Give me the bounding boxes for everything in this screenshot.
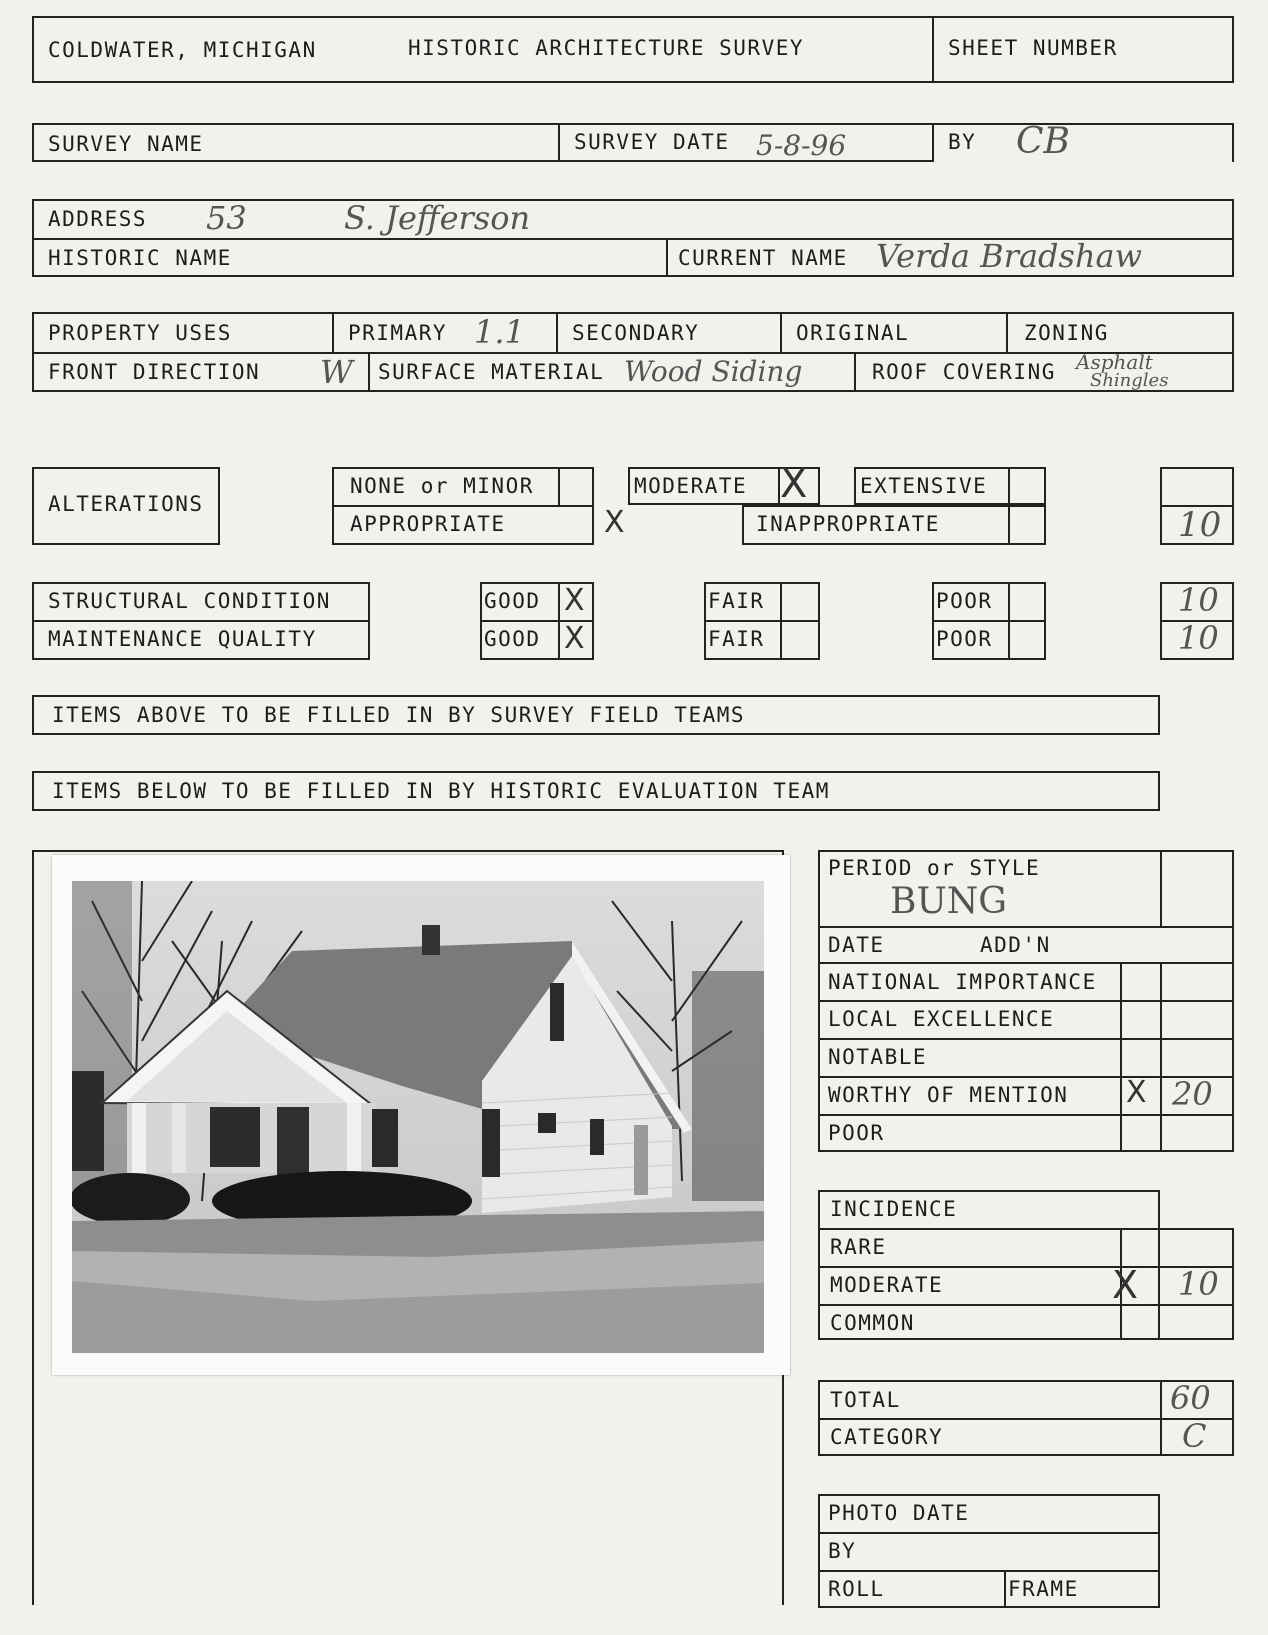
front-direction-value: W bbox=[320, 353, 353, 391]
poor-divider bbox=[932, 620, 1046, 622]
roll-label: ROLL bbox=[828, 1577, 885, 1601]
alter-extensive-check-div bbox=[1008, 467, 1010, 505]
property-div-c bbox=[780, 312, 782, 352]
eval-line-2 bbox=[818, 962, 1234, 964]
poor-label-maintenance: POOR bbox=[936, 627, 993, 651]
photo-print bbox=[52, 855, 790, 1375]
photo-date-label: PHOTO DATE bbox=[828, 1501, 970, 1525]
total-label: TOTAL bbox=[830, 1388, 901, 1412]
total-value: 60 bbox=[1170, 1379, 1211, 1417]
alter-none-label: NONE or MINOR bbox=[350, 474, 534, 498]
inc-line-2 bbox=[818, 1266, 1234, 1268]
fair-check-div bbox=[780, 582, 782, 660]
incidence-moderate-score: 10 bbox=[1178, 1265, 1219, 1303]
zoning-label: ZONING bbox=[1024, 321, 1109, 345]
alter-none-check-div bbox=[558, 467, 560, 505]
rare-label: RARE bbox=[830, 1235, 887, 1259]
alter-moderate-label: MODERATE bbox=[634, 474, 748, 498]
original-label: ORIGINAL bbox=[796, 321, 910, 345]
maintenance-mark: X bbox=[564, 621, 585, 656]
photo-by-label: BY bbox=[828, 1539, 857, 1563]
alter-extensive-label: EXTENSIVE bbox=[860, 474, 988, 498]
maintenance-score: 10 bbox=[1178, 619, 1219, 657]
alter-none-divider bbox=[332, 505, 594, 507]
alter-appropriate-label: APPROPRIATE bbox=[350, 512, 506, 536]
alterations-label: ALTERATIONS bbox=[48, 492, 204, 516]
roof-covering-value-1: Asphalt bbox=[1076, 350, 1153, 374]
alter-inappropriate-label: INAPPROPRIATE bbox=[756, 512, 940, 536]
eval-col-div bbox=[1120, 962, 1122, 1152]
national-importance-label: NATIONAL IMPORTANCE bbox=[828, 970, 1097, 994]
eval-date-label: DATE bbox=[828, 933, 885, 957]
eval-line-3 bbox=[818, 1000, 1234, 1002]
secondary-label: SECONDARY bbox=[572, 321, 700, 345]
survey-row-left bbox=[32, 123, 34, 162]
period-value: BUNG bbox=[890, 881, 1008, 922]
property-uses-label: PROPERTY USES bbox=[48, 321, 232, 345]
incidence-label: INCIDENCE bbox=[830, 1197, 958, 1221]
survey-by-value: CB bbox=[1016, 121, 1070, 162]
survey-row-div1 bbox=[558, 123, 560, 162]
survey-row-div2 bbox=[932, 123, 934, 162]
eval-addn-label: ADD'N bbox=[980, 933, 1051, 957]
current-name-label: CURRENT NAME bbox=[678, 246, 848, 270]
address-divider-v bbox=[666, 238, 668, 277]
totals-divider bbox=[818, 1418, 1234, 1420]
structural-mark: X bbox=[564, 583, 585, 618]
worthy-label: WORTHY OF MENTION bbox=[828, 1083, 1069, 1107]
incidence-moderate-label: MODERATE bbox=[830, 1273, 944, 1297]
eval-line-1 bbox=[818, 926, 1234, 928]
photo-info-line-2 bbox=[818, 1570, 1160, 1572]
header-divider bbox=[932, 16, 934, 83]
incidence-moderate-mark: X bbox=[1112, 1263, 1139, 1307]
surface-material-value: Wood Siding bbox=[624, 355, 803, 388]
address-number: 53 bbox=[206, 199, 247, 237]
survey-name-label: SURVEY NAME bbox=[48, 132, 204, 156]
photo-frame-left bbox=[32, 850, 34, 1605]
address-street: S. Jefferson bbox=[344, 199, 531, 237]
eval-col-div2 bbox=[1160, 962, 1162, 1152]
sheet-number-label: SHEET NUMBER bbox=[948, 36, 1118, 60]
worthy-score: 20 bbox=[1172, 1075, 1213, 1113]
structural-label: STRUCTURAL CONDITION bbox=[48, 589, 331, 613]
period-label: PERIOD or STYLE bbox=[828, 856, 1041, 880]
current-name-value: Verda Bradshaw bbox=[876, 237, 1143, 275]
condition-label-divider bbox=[32, 620, 370, 622]
inc-line-3 bbox=[818, 1304, 1234, 1306]
property-div-d bbox=[1006, 312, 1008, 352]
poor-check-div bbox=[1008, 582, 1010, 660]
fair-label-structural: FAIR bbox=[708, 589, 765, 613]
property-div-a bbox=[332, 312, 334, 352]
photo-info-line-1 bbox=[818, 1532, 1160, 1534]
alter-appropriate-mark: X bbox=[604, 505, 625, 540]
good-label-structural: GOOD bbox=[484, 589, 541, 613]
eval-poor-label: POOR bbox=[828, 1121, 885, 1145]
property-div-f bbox=[854, 352, 856, 392]
evaluation-right-cover bbox=[1160, 850, 1162, 926]
historic-name-label: HISTORIC NAME bbox=[48, 246, 232, 270]
property-div-e bbox=[368, 352, 370, 392]
survey-date-value: 5-8-96 bbox=[756, 129, 847, 162]
survey-date-label: SURVEY DATE bbox=[574, 130, 730, 154]
good-label-maintenance: GOOD bbox=[484, 627, 541, 651]
category-value: C bbox=[1182, 1417, 1207, 1455]
primary-value: 1.1 bbox=[474, 313, 525, 351]
alter-score: 10 bbox=[1178, 505, 1222, 545]
surface-material-label: SURFACE MATERIAL bbox=[378, 360, 605, 384]
fair-label-maintenance: FAIR bbox=[708, 627, 765, 651]
address-label: ADDRESS bbox=[48, 207, 148, 231]
fair-divider bbox=[704, 620, 820, 622]
poor-label-structural: POOR bbox=[936, 589, 993, 613]
notable-label: NOTABLE bbox=[828, 1045, 928, 1069]
eval-line-6 bbox=[818, 1114, 1234, 1116]
structural-score: 10 bbox=[1178, 581, 1219, 619]
note-above: ITEMS ABOVE TO BE FILLED IN BY SURVEY FIELD TEAMS bbox=[52, 703, 746, 727]
property-divider-h bbox=[32, 352, 1234, 354]
house-photo-icon bbox=[72, 881, 764, 1353]
roof-covering-label: ROOF COVERING bbox=[872, 360, 1056, 384]
roof-covering-value-2: Shingles bbox=[1090, 370, 1169, 391]
survey-by-label: BY bbox=[948, 130, 977, 154]
worthy-mark: X bbox=[1126, 1075, 1147, 1110]
good-check-div bbox=[558, 582, 560, 660]
maintenance-label: MAINTENANCE QUALITY bbox=[48, 627, 317, 651]
front-direction-label: FRONT DIRECTION bbox=[48, 360, 261, 384]
category-label: CATEGORY bbox=[830, 1425, 944, 1449]
local-excellence-label: LOCAL EXCELLENCE bbox=[828, 1007, 1055, 1031]
property-div-b bbox=[556, 312, 558, 352]
note-below: ITEMS BELOW TO BE FILLED IN BY HISTORIC EVALUATION TEAM bbox=[52, 779, 830, 803]
eval-line-4 bbox=[818, 1038, 1234, 1040]
city-label: COLDWATER, MICHIGAN bbox=[48, 38, 317, 62]
frame-label: FRAME bbox=[1008, 1577, 1079, 1601]
alter-inappropriate-check-div bbox=[1008, 505, 1010, 545]
primary-label: PRIMARY bbox=[348, 321, 448, 345]
inc-line-1 bbox=[818, 1228, 1160, 1230]
photo-info-col-div bbox=[1004, 1570, 1006, 1608]
form-title: HISTORIC ARCHITECTURE SURVEY bbox=[408, 36, 805, 60]
photo-frame-top bbox=[32, 850, 784, 852]
survey-row-right bbox=[1232, 123, 1234, 162]
alter-moderate-mark: X bbox=[780, 461, 808, 507]
common-label: COMMON bbox=[830, 1311, 915, 1335]
totals-col-div bbox=[1160, 1380, 1162, 1456]
